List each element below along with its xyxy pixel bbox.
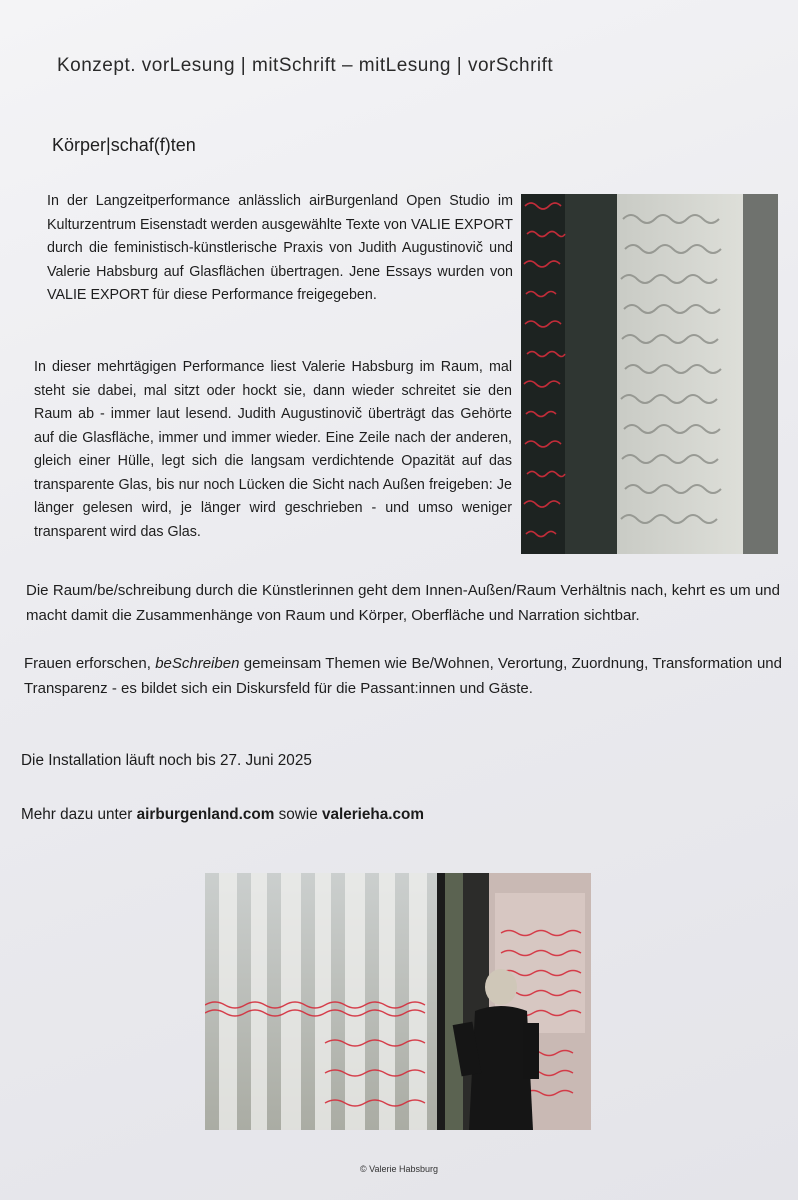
- themes-paragraph: [24, 651, 782, 701]
- themes-text-start: Frauen erforschen,: [24, 655, 156, 672]
- more-info-prefix: Mehr dazu unter: [21, 806, 137, 823]
- themes-text-end: gemeinsam Themen wie Be/Wohnen, Verortung, Zuordnung, Transformation und Transparenz - es bildet sich ein Diskursfeld für die Passant:innen und Gäste.: [24, 655, 782, 697]
- airburgenland-link[interactable]: airburgenland.com: [136, 806, 275, 823]
- performance-paragraph: In dieser mehrtägigen Performance liest Valerie Habsburg im Raum, mal steht sie dabei, mal sitzt oder hockt sie, dann wieder schreitet sie den Raum ab - immer laut lesend. Judith Augustinovič überträgt das Gehörte auf die Glasfläche, immer und immer wieder. Eine Zeile nach der anderen, gleich einer Hülle, legt sich die langsam verdichtende Opazität auf das transparente Glas, bis nur noch Lücken die Sicht nach Außen freigeben: Je länger gelesen wird, je länger wird geschrieben - und umso weniger transparent wird das Glas.: [34, 359, 512, 540]
- installation-dates: Die Installation läuft noch bis 27. Juni 2025: [21, 752, 312, 769]
- themes-emphasis: beSchreiben: [155, 655, 240, 672]
- valerieha-link[interactable]: valerieha.com: [321, 806, 424, 823]
- concept-paragraph: Die Raum/be/schreibung durch die Künstlerinnen geht dem Innen-Außen/Raum Verhältnis nach, kehrt es um und macht damit die Zusammenhänge von Raum und Körper, Oberfläche und Narration sichtbar.: [26, 582, 780, 624]
- more-info-line: [21, 806, 424, 824]
- performance-photo-glass: [521, 194, 778, 554]
- performance-photo-writer: [205, 873, 591, 1130]
- page-heading: Konzept. vorLesung | mitSchrift – mitLesung | vorSchrift: [57, 55, 554, 76]
- section-title: Körper|schaf(f)ten: [52, 135, 196, 155]
- more-info-mid: sowie: [274, 806, 322, 823]
- photo-credit: © Valerie Habsburg: [359, 1164, 438, 1174]
- intro-paragraph: In der Langzeitperformance anlässlich airBurgenland Open Studio im Kulturzentrum Eisenstadt werden ausgewählte Texte von VALIE EXPORT durch die feministisch-künstlerische Praxis von Judith Augustinovič und Valerie Habsburg auf Glasflächen übertragen. Jene Essays wurden von VALIE EXPORT für diese Performance freigegeben.: [47, 193, 513, 303]
